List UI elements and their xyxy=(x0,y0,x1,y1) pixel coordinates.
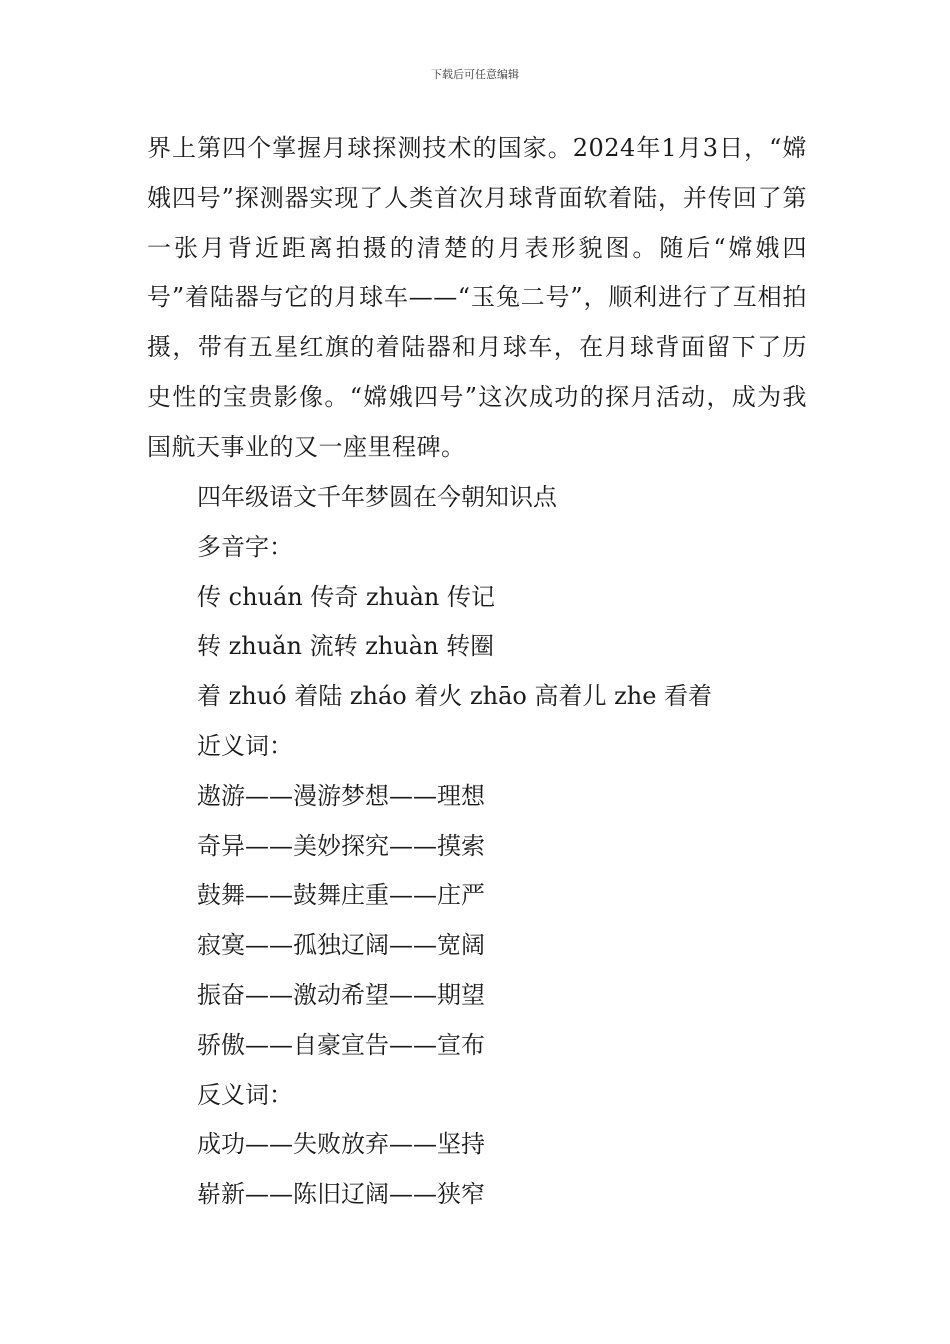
antonym-item: 崭新——陈旧辽阔——狭窄 xyxy=(197,1180,485,1209)
polyphone-item: 转 zhuǎn 流转 zhuàn 转圈 xyxy=(197,632,495,661)
antonym-item: 成功——失败放弃——坚持 xyxy=(197,1130,485,1159)
polyphone-item: 着 zhuó 着陆 zháo 着火 zhāo 高着儿 zhe 看着 xyxy=(197,682,713,711)
synonym-item: 振奋——激动希望——期望 xyxy=(197,980,485,1009)
polyphone-heading: 多音字： xyxy=(197,532,293,561)
synonym-heading: 近义词： xyxy=(197,731,293,760)
synonym-item: 遨游——漫游梦想——理想 xyxy=(197,781,485,810)
polyphone-item: 传 chuán 传奇 zhuàn 传记 xyxy=(197,582,495,611)
knowledge-list xyxy=(197,473,712,1220)
antonym-heading: 反义词： xyxy=(197,1080,293,1109)
section-title: 四年级语文千年梦圆在今朝知识点 xyxy=(197,483,557,511)
synonym-item: 寂寞——孤独辽阔——宽阔 xyxy=(197,931,485,960)
page-header: 下载后可任意编辑 xyxy=(431,68,519,81)
synonym-item: 骄傲——自豪宣告——宣布 xyxy=(197,1030,485,1059)
synonym-item: 奇异——美妙探究——摸索 xyxy=(197,831,485,860)
synonym-item: 鼓舞——鼓舞庄重——庄严 xyxy=(197,881,485,910)
body-paragraph: 界上第四个掌握月球探测技术的国家。2024年1月3日，“嫦娥四号”探测器实现了人类首次月球背面软着陆，并传回了第一张月背近距离拍摄的清楚的月表形貌图。随后“嫦娥四号”着陆器与它的月球车——“玉兔二号”，顺利进行了互相拍摄，带有五星红旗的着陆器和月球车，在月球背面留下了历史性的宝贵影像。“嫦娥四号”这次成功的探月活动，成为我国航天事业的又一座里程碑。 xyxy=(147,134,807,461)
